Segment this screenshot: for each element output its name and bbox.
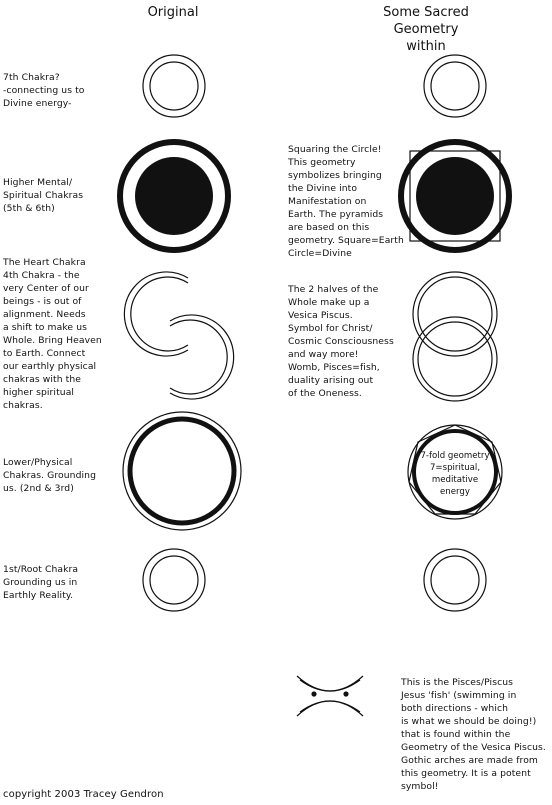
label-line: Grounding us in	[3, 577, 78, 588]
label-line: Squaring the Circle!	[288, 144, 382, 155]
vesica-piscis-figure	[413, 272, 497, 401]
header-sacred-line1: Some Sacred Geometry	[383, 5, 469, 37]
label-line: This is the Pisces/Piscus	[401, 677, 514, 688]
label-line: very Center of our	[3, 283, 89, 294]
label-line: Symbol for Christ/	[288, 323, 373, 334]
label-line: our earthly physical	[3, 361, 97, 372]
label-line: Spiritual Chakras	[3, 190, 84, 201]
label-line: and way more!	[288, 349, 359, 360]
label-line: 7th Chakra?	[3, 72, 60, 83]
label-line: Vesica Piscus.	[288, 310, 353, 321]
ichthys-fish-figure	[297, 676, 363, 716]
label-line: Whole make up a	[288, 297, 370, 308]
label-line: geometry. Square=Earth	[288, 235, 404, 246]
copyright-text: copyright 2003 Tracey Gendron	[3, 789, 164, 800]
label-line: 4th Chakra - the	[3, 270, 80, 281]
label-fish-description	[401, 676, 546, 793]
label-line: are based on this	[288, 222, 370, 233]
label-line: both directions - which	[401, 703, 509, 714]
label-line: Cosmic Consciousness	[288, 336, 394, 347]
crown-chakra-circles-sacred	[424, 55, 486, 117]
label-line: Earth. The pyramids	[288, 209, 384, 220]
label-line: symbol!	[401, 781, 439, 792]
copyright-note	[3, 788, 164, 801]
label-line: 7-fold geometry	[420, 451, 490, 461]
label-line: beings - is out of	[3, 296, 82, 307]
label-root-chakra	[3, 563, 78, 602]
label-squaring-the-circle	[288, 143, 404, 260]
crown-chakra-circles	[143, 55, 205, 117]
label-line: Lower/Physical	[3, 457, 73, 468]
label-line: 1st/Root Chakra	[3, 564, 79, 575]
label-line: us. (2nd & 3rd)	[3, 483, 74, 494]
header-original-text: Original	[147, 5, 199, 20]
root-chakra-circles-sacred	[424, 549, 486, 611]
label-line: Higher Mental/	[3, 177, 73, 188]
label-seven-fold-geometry	[410, 450, 500, 498]
label-line: -connecting us to	[3, 85, 85, 96]
label-lower-physical	[3, 456, 96, 495]
label-line: Circle=Divine	[288, 248, 352, 259]
label-line: the Divine into	[288, 183, 358, 194]
label-line: Whole. Bring Heaven	[3, 335, 102, 346]
label-7th-chakra	[3, 71, 85, 110]
label-line: Gothic arches are made from	[401, 755, 538, 766]
heart-chakra-split-arcs	[124, 272, 233, 399]
label-line: Womb, Pisces=fish,	[288, 362, 380, 373]
label-line: Manifestation on	[288, 196, 367, 207]
label-line: Jesus 'fish' (swimming in	[401, 690, 517, 701]
label-line: This geometry	[288, 157, 356, 168]
label-line: symbolizes bringing	[288, 170, 382, 181]
label-line: The Heart Chakra	[3, 257, 86, 268]
label-line: Earthly Reality.	[3, 590, 74, 601]
label-line: The 2 halves of the	[288, 284, 379, 295]
label-line: to Earth. Connect	[3, 348, 86, 359]
label-line: alignment. Needs	[3, 309, 86, 320]
label-line: a shift to make us	[3, 322, 88, 333]
squaring-the-circle-figure	[401, 142, 509, 250]
label-line: 7=spiritual,	[429, 463, 481, 473]
label-line: higher spiritual	[3, 387, 75, 398]
label-line: meditative	[431, 475, 479, 485]
label-line: this geometry. It is a potent	[401, 768, 531, 779]
label-line: of the Oneness.	[288, 388, 362, 399]
label-higher-mental	[3, 176, 83, 215]
label-line: Divine energy-	[3, 98, 72, 109]
label-vesica-piscus	[288, 283, 394, 400]
label-line: chakras with the	[3, 374, 82, 385]
label-line: (5th & 6th)	[3, 203, 55, 214]
label-line: duality arising out	[288, 375, 374, 386]
label-line: chakras.	[3, 400, 43, 411]
root-chakra-circles	[143, 549, 205, 611]
label-line: Chakras. Grounding	[3, 470, 97, 481]
label-line: Geometry of the Vesica Piscus.	[401, 742, 546, 753]
label-line: is what we should be doing!)	[401, 716, 537, 727]
label-heart-chakra	[3, 256, 102, 412]
label-line: that is found within the	[401, 729, 511, 740]
header-sacred-line2: within	[406, 39, 446, 54]
lower-chakra-circle	[123, 412, 241, 530]
higher-mental-chakra-circle	[120, 142, 228, 250]
label-line: energy	[440, 487, 470, 497]
